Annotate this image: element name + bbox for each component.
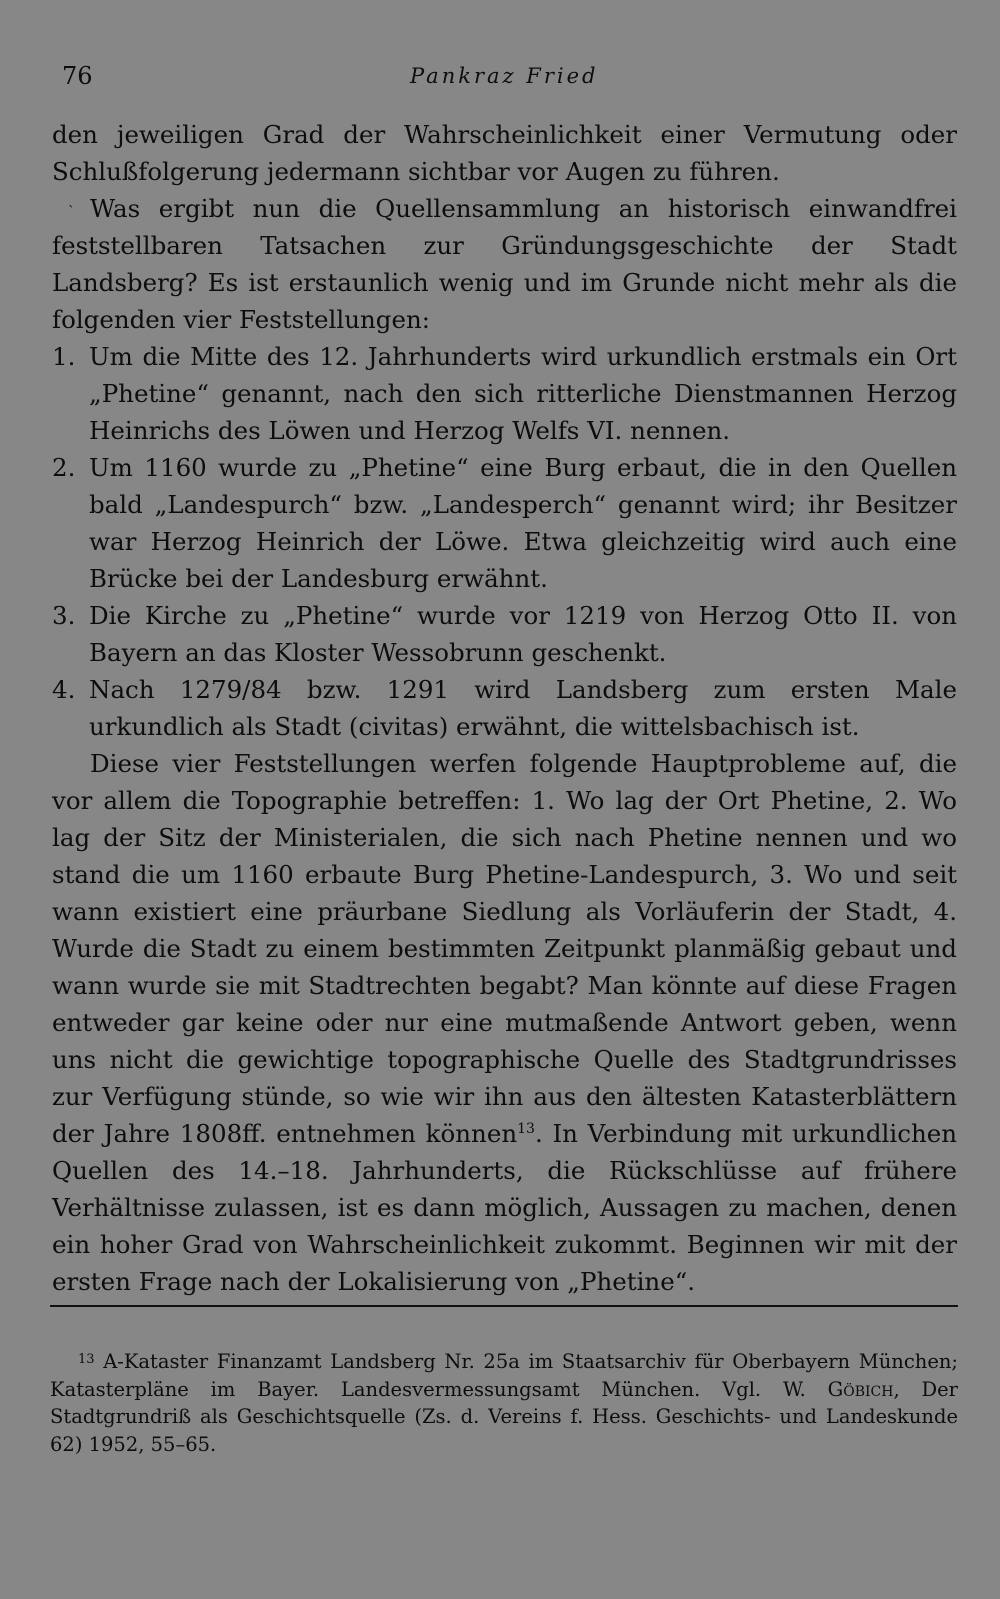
list-item-number: 2. — [52, 453, 76, 482]
margin-mark: ˋ — [68, 204, 75, 220]
list-item-number: 1. — [52, 342, 76, 371]
list-item — [52, 671, 957, 745]
footnote-marker: 13 — [78, 1352, 95, 1367]
paragraph-3-text: Diese vier Feststellungen werfen folgende Hauptprobleme auf, die vor allem die Topographie betreffen: 1. Wo lag der Ort Phetine, 2. Wo lag der Sitz der Ministerialen, die sich nach Phetine nennen und wo stand die um 1160 erbaute Burg Phetine-Landespurch, 3. Wo und seit wann existiert eine präurbane Siedlung als Vorläuferin der Stadt, 4. Wurde die Stadt zu einem bestimmten Zeitpunkt planmäßig gebaut und wann wurde sie mit Stadtrechten begabt? Man könnte auf diese Fragen entweder gar keine oder nur eine mutmaßende Antwort geben, wenn uns nicht die gewichtige topographische Quelle des Stadtgrundrisses zur Verfügung stünde, so wie wir ihn aus den ältesten Katasterblättern der Jahre 1808ff. entnehmen können — [52, 749, 957, 1148]
paragraph-2 — [52, 190, 957, 338]
footnote-author: Göbich — [827, 1377, 894, 1401]
list-item-text: Nach 1279/84 bzw. 1291 wird Landsberg zum ersten Male urkundlich als Stadt (civitas) erwähnt, die wittelsbachisch ist. — [89, 675, 957, 741]
list-item-text: Die Kirche zu „Phetine“ wurde vor 1219 von Herzog Otto II. von Bayern an das Kloster Wessobrunn geschenkt. — [89, 601, 957, 667]
findings-list — [52, 338, 957, 745]
footnote-separator — [50, 1305, 958, 1307]
list-item — [52, 597, 957, 671]
footnote-part-b: , Der Stadtgrundriß als Geschichtsquelle (Zs. d. Vereins f. Hess. Geschichts- und Landeskunde 62) 1952, 55–65. — [50, 1377, 958, 1456]
paragraph-2-text: Was ergibt nun die Quellensammlung an historisch einwandfrei feststellbaren Tatsachen zur Gründungsgeschichte der Stadt Landsberg? Es ist erstaunlich wenig und im Grunde nicht mehr als die folgenden vier Feststellungen: — [52, 194, 957, 334]
list-item-text: Um 1160 wurde zu „Phetine“ eine Burg erbaut, die in den Quellen bald „Landespurch“ bzw. „Landesperch“ genannt wird; ihr Besitzer war Herzog Heinrich der Löwe. Etwa gleichzeitig wird auch eine Brücke bei der Landesburg erwähnt. — [89, 453, 957, 593]
list-item — [52, 449, 957, 597]
footnote-13 — [50, 1348, 958, 1458]
running-head-author: Pankraz Fried — [410, 64, 599, 88]
paragraph-3 — [52, 745, 957, 1300]
paragraph-1: den jeweiligen Grad der Wahrscheinlichkeit einer Vermutung oder Schlußfolgerung jedermann sichtbar vor Augen zu führen. — [52, 120, 957, 186]
footnote-reference[interactable]: 13 — [517, 1120, 535, 1137]
list-item-text: Um die Mitte des 12. Jahrhunderts wird urkundlich erstmals ein Ort „Phetine“ genannt, nach den sich ritterliche Dienstmannen Herzog Heinrichs des Löwen und Herzog Welfs VI. nennen. — [89, 342, 957, 445]
footnote-text — [50, 1348, 958, 1458]
main-text — [52, 116, 957, 1300]
page-header — [62, 62, 952, 96]
list-item — [52, 338, 957, 449]
paragraph-3-end: . In Verbindung mit urkundlichen Quellen des 14.–18. Jahrhunderts, die Rückschlüsse auf frühere Verhältnisse zulassen, ist es dann möglich, Aussagen zu machen, denen ein hoher Grad von Wahrscheinlichkeit zukommt. Beginnen wir mit der ersten Frage nach der Lokalisierung von „Phetine“. — [52, 1119, 957, 1296]
list-item-number: 4. — [52, 675, 76, 704]
footnote-part-a: A-Kataster Finanzamt Landsberg Nr. 25a im Staatsarchiv für Oberbayern München; Katasterpläne im Bayer. Landesvermessungsamt München. Vgl. W. — [50, 1350, 958, 1401]
list-item-number: 3. — [52, 601, 76, 630]
page-number: 76 — [62, 62, 93, 90]
